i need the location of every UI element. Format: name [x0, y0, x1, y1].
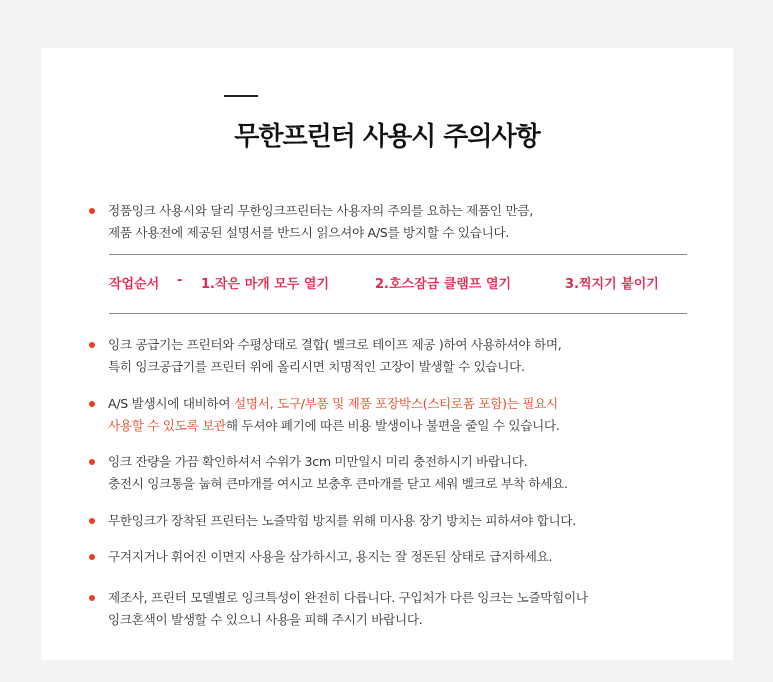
note-4-line-1: 무한잉크가 장착된 프린터는 노즐막힘 방지를 위해 미사용 장기 방치는 피하셔야 합니다. [108, 513, 576, 528]
note-6-line-1: 제조사, 프린터 모델별로 잉크특성이 완전히 다릅니다. 구입처가 다른 잉크는 노즐막힘이나 [108, 590, 588, 605]
divider-top [109, 254, 687, 255]
work-steps [109, 273, 709, 295]
intro-line-2: 제품 사용전에 제공된 설명서를 반드시 읽으셔야 A/S를 방지할 수 있습니다. [108, 225, 510, 240]
note-2-line-1 [108, 393, 708, 415]
note-2-pre: A/S 발생시에 대비하여 [108, 396, 234, 411]
bullet-dot-icon [89, 208, 95, 214]
bullet-dot-icon [89, 459, 95, 465]
note-2-post: 해 두셔야 폐기에 따른 비용 발생이나 불편을 줄일 수 있습니다. [225, 418, 560, 433]
step-2: 2.호스잠금 클램프 열기 [375, 277, 512, 292]
note-3-line-2: 충전시 잉크통을 눕혀 큰마개를 여시고 보충후 큰마개를 닫고 세워 벨크로 부착 하세요. [108, 476, 568, 491]
bullet-dot-icon [89, 342, 95, 348]
note-2-highlight-1: 설명서, 도구/부품 및 제품 포장박스(스티로폼 포함)는 필요시 [234, 396, 558, 411]
step-1: 1.작은 마개 모두 열기 [201, 277, 330, 292]
title-accent-bar [224, 95, 258, 97]
steps-separator: - [177, 273, 183, 288]
page-title: 무한프린터 사용시 주의사항 [234, 122, 540, 152]
note-1-line-1: 잉크 공급기는 프린터와 수평상태로 결합( 벨크로 테이프 제공 )하여 사용하셔야 하며, [108, 337, 562, 352]
note-5-line-1: 구겨지거나 휘어진 이면지 사용을 삼가하시고, 용지는 잘 정돈된 상태로 급지하세요. [108, 549, 553, 564]
note-2-line-2 [108, 415, 708, 437]
intro-line-1: 정품잉크 사용시와 달리 무한잉크프린터는 사용자의 주의를 요하는 제품인 만큼, [108, 203, 533, 218]
bullet-dot-icon [89, 595, 95, 601]
steps-label: 작업순서 [109, 277, 160, 292]
note-3-line-1: 잉크 잔량을 가끔 확인하셔서 수위가 3cm 미만일시 미리 충전하시기 바랍니다. [108, 454, 528, 469]
note-2-highlight-2: 사용할 수 있도록 보관 [108, 418, 226, 433]
bullet-dot-icon [89, 518, 95, 524]
step-3: 3.찍지기 붙이기 [565, 277, 659, 292]
note-6-line-2: 잉크혼색이 발생할 수 있으니 사용을 피해 주시기 바랍니다. [108, 612, 423, 627]
bullet-dot-icon [89, 401, 95, 407]
divider-bottom [109, 313, 687, 314]
note-1-line-2: 특히 잉크공급기를 프린터 위에 올리시면 치명적인 고장이 발생할 수 있습니다. [108, 359, 525, 374]
notice-card [41, 48, 733, 660]
bullet-dot-icon [89, 554, 95, 560]
